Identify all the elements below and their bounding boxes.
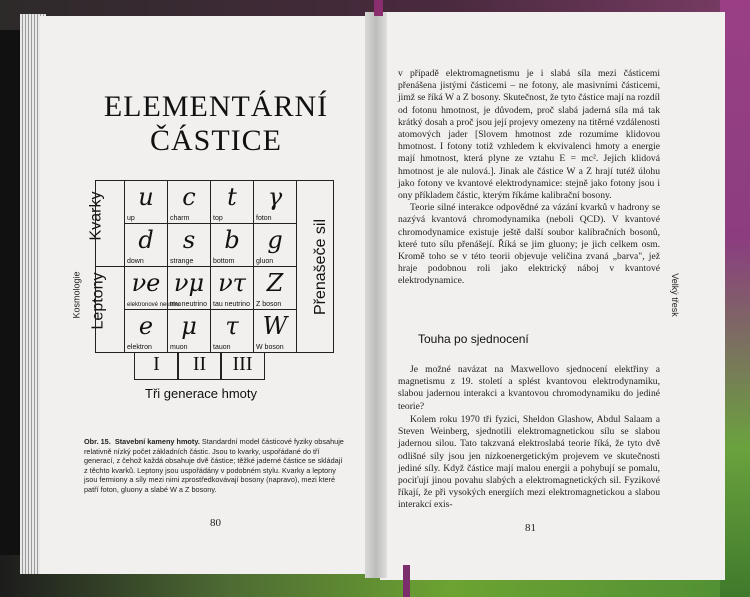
right-side-label: Velký třesk	[669, 273, 680, 317]
page-number-right: 81	[525, 522, 536, 534]
particle-table	[95, 180, 334, 353]
bookmark-ribbon-top	[374, 0, 383, 16]
paragraph-3: Kolem roku 1970 tři fyzici, Sheldon Glashow, Abdul Salaam a Steven Weinberg, sjednotili elektromagnetickou sílu se slabou jadernou silou. Tato takzvaná elektroslabá teorie říká, že tyto dvě odlišné síly jsou jen nízkoenergetickým projevem ve skutečnosti jediné síly. Když částice mají malou energii a pohybují se pomalu, pociťují jinou povahu slabých a elektromagnetických sil. Fyzikové říkají, že při vysokých energiích mezi elektromagnetickou a slabou interakcí exis-	[398, 414, 660, 511]
particle-cell: s strange	[168, 224, 211, 267]
particle-cell: ντ tau neutrino	[211, 267, 254, 310]
particle-cell: Z Z boson	[254, 267, 297, 310]
particle-cell: μ muon	[168, 310, 211, 353]
page-number-left: 80	[210, 517, 221, 529]
paragraph-2: Je možné navázat na Maxwellovo sjednocení elektřiny a magnetismu z 19. století a splést kvantovou elektrodynamiku, slabou jadernou interakci a kvantovou chromodynamiku do jediné teorie?	[398, 364, 660, 412]
particle-cell: τ tauon	[211, 310, 254, 353]
particle-cell: c charm	[168, 181, 211, 224]
quarks-side-cell	[96, 181, 125, 267]
particle-cell: u up	[125, 181, 168, 224]
leptons-side-cell	[96, 267, 125, 353]
particle-cell: νμ mu neutrino	[168, 267, 211, 310]
page-title-line1: ELEMENTÁRNÍ	[103, 90, 329, 123]
particle-cell: W W boson	[254, 310, 297, 353]
group-label-leptons: Leptony	[89, 272, 107, 330]
particle-cell: b bottom	[211, 224, 254, 267]
generations-caption: Tři generace hmoty	[145, 386, 257, 401]
figure-caption: Obr. 15. Stavební kameny hmoty. Standardní model částicové fyziky obsahuje relativně nízký počet základních částic. Jsou to kvarky, uspořádané do tří generací, z čehož každá obsahuje dvě částice; těžké jaderné částice se skládají z těchto kvarků. Leptony jsou uspořádány v podobném stylu. Kvarky a leptony jsou fermiony a síly mezi nimi zprostředkovávají bosony (napravo), mezi které patří foton, gluony a slabé W a Z bosony.	[84, 437, 344, 494]
left-side-label: Kosmologie	[71, 271, 82, 319]
group-label-quarks: Kvarky	[87, 191, 105, 241]
book-gutter	[365, 12, 387, 578]
group-label-carriers: Přenašeče sil	[312, 218, 330, 316]
generation-1: I	[134, 352, 179, 380]
section-title: Touha po sjednocení	[418, 332, 529, 346]
particle-cell: g gluon	[254, 224, 297, 267]
page-title-line2: ČÁSTICE	[149, 124, 282, 157]
particle-cell: γ foton	[254, 181, 297, 224]
particle-cell: νe elektronové neutrino	[125, 267, 168, 310]
generation-3: III	[220, 352, 265, 380]
particle-cell: d down	[125, 224, 168, 267]
generation-2: II	[177, 352, 222, 380]
paragraph-1: v případě elektromagnetismu je i slabá síla mezi částicemi přenášena jistými částicemi – ne fotony, ale masivními částicemi, jimž se říká W a Z bosony. Skutečnost, že tyto částice mají na rozdíl od fotonu hmotnost, je důvodem, proč slabá jaderná síla má tak krátký dosah a proč jsou její projevy omezeny na titěrné vzdálenosti atomových jader [Slovem hmotnost zde rozumíme klidovou hmotnost. I fotony totiž vzhledem k ekvivalenci hmoty a energie mají hmotnost, která plyne ze vztahu E = mc². Jejich klidová hmotnost je ale nulová.]. Jinak ale částice W a Z hrají tutéž úlohu jako fotony ve kvantové elektrodynamice: stejně jako fotony jsou i ony příkladem částic, kterým říkáme kalibrační bosony. Teorie silné interakce odpovědné za vázání kvarků v hadrony se nazývá kvantová chromodynamika (neboli QCD). V kvantové chromodynamice existuje ještě další soubor kalibračních bosonů, které tuto sílu přenášejí. Říká se jim gluony; je jich celkem osm. Kromě toho se v této teorii objevuje veličina zvaná „barva", jež hraje podobnou roli jako elektrický náboj v kvantové elektrodynamice.	[398, 68, 660, 287]
particle-cell: e elektron	[125, 310, 168, 353]
carriers-side-cell	[297, 181, 334, 353]
particle-cell: t top	[211, 181, 254, 224]
bookmark-ribbon-bottom	[403, 565, 410, 597]
